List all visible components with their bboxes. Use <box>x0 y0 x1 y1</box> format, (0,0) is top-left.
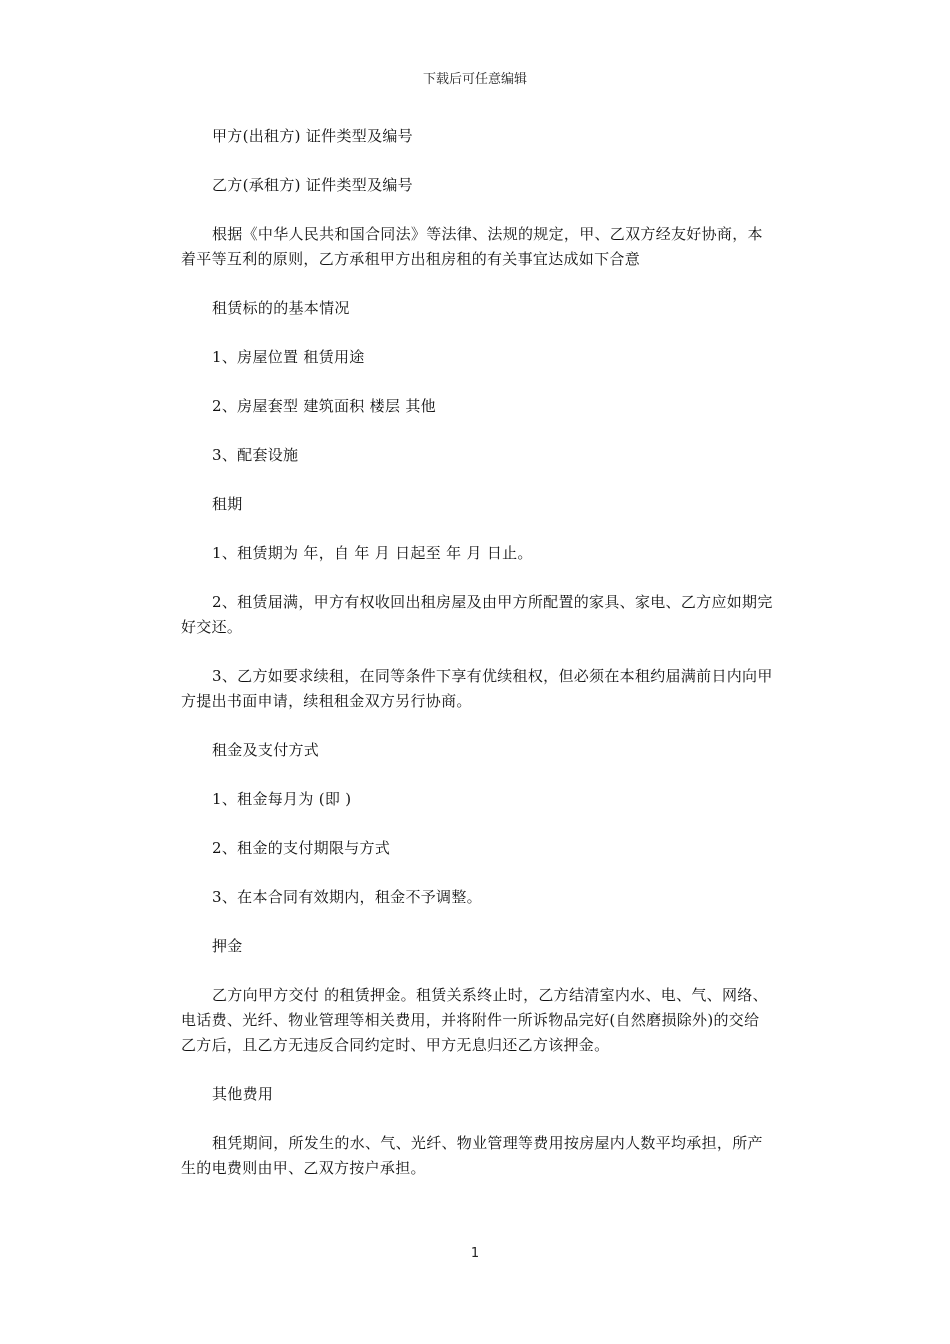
page-header: 下载后可任意编辑 <box>422 72 527 87</box>
clause-item: 2、租金的支付期限与方式 <box>212 839 391 857</box>
clause-item: 3、在本合同有效期内，租金不予调整。 <box>212 888 482 906</box>
clause-item: 3、乙方如要求续租，在同等条件下享有优续租权，但必须在本租约届满前日内向甲方提出书面申请，续租租金双方另行协商。 <box>181 667 773 710</box>
clause-item: 1、租赁期为 年，自 年 月 日起至 年 月 日止。 <box>212 544 533 562</box>
party-a-line: 甲方(出租方) 证件类型及编号 <box>212 127 413 145</box>
section-heading-deposit: 押金 <box>212 937 243 955</box>
clause-item: 3、配套设施 <box>212 446 299 464</box>
clause-item: 1、房屋位置 租赁用途 <box>212 348 365 366</box>
clause-item: 2、房屋套型 建筑面积 楼层 其他 <box>212 397 436 415</box>
clause-item: 2、租赁届满，甲方有权收回出租房屋及由甲方所配置的家具、家电、乙方应如期完好交还。 <box>181 593 773 636</box>
document-body <box>181 124 773 1205</box>
preamble-paragraph: 根据《中华人民共和国合同法》等法律、法规的规定，甲、乙双方经友好协商，本着平等互利的原则，乙方承租甲方出租房租的有关事宜达成如下合意 <box>181 225 763 268</box>
party-b-line: 乙方(承租方) 证件类型及编号 <box>212 176 413 194</box>
section-heading-rent: 租金及支付方式 <box>212 741 320 759</box>
section-heading-lease-object: 租赁标的的基本情况 <box>212 299 350 317</box>
page-number: 1 <box>470 1246 480 1261</box>
clause-item: 1、租金每月为 (即 ) <box>212 790 352 808</box>
deposit-paragraph: 乙方向甲方交付 的租赁押金。租赁关系终止时，乙方结清室内水、电、气、网络、电话费、光纤、物业管理等相关费用，并将附件一所诉物品完好(自然磨损除外)的交给乙方后，且乙方无违反合同约定时、甲方无息归还乙方该押金。 <box>181 986 768 1054</box>
section-heading-term: 租期 <box>212 495 243 513</box>
other-fees-paragraph: 租凭期间，所发生的水、气、光纤、物业管理等费用按房屋内人数平均承担，所产生的电费则由甲、乙双方按户承担。 <box>181 1134 763 1177</box>
section-heading-other-fees: 其他费用 <box>212 1085 274 1103</box>
